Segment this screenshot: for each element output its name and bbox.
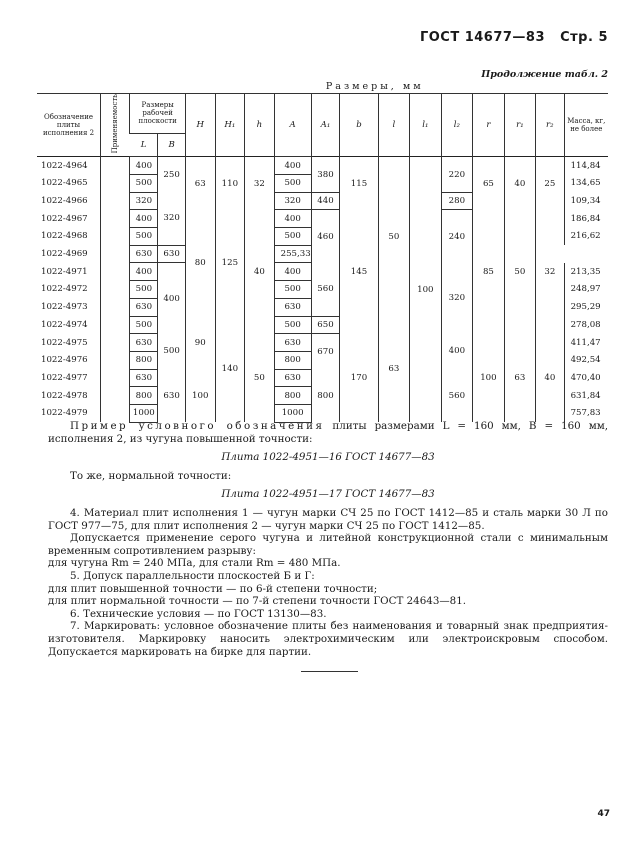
cell-L: 400 — [130, 157, 158, 175]
item-4-allowed: Допускается применение серого чугуна и литейной конструкционной стали с минимальным временным сопротивлением разрыву: — [48, 532, 608, 557]
cell-B: 320 — [158, 192, 186, 245]
cell-L: 800 — [130, 387, 158, 405]
row-designation: 1022-4971 — [41, 266, 88, 277]
cell-A1: 670 — [311, 334, 340, 369]
row-designation: 1022-4964 — [41, 160, 88, 171]
cell-A: 500 — [274, 281, 311, 299]
cell-H1: 140 — [215, 316, 245, 422]
item-6-spec: 6. Технические условия — по ГОСТ 13130—83. — [70, 607, 327, 620]
cell-B: 400 — [158, 263, 186, 334]
row-designation: 1022-4973 — [41, 302, 88, 313]
cell-l2: 400 — [441, 334, 473, 369]
cell-A: 500 — [274, 316, 311, 334]
cell-A: 630 — [158, 245, 186, 263]
cell-mass: 295,29 — [564, 298, 608, 316]
example-paragraph — [48, 420, 608, 445]
row-designation: 1022-4969 — [41, 249, 88, 260]
cell-mass: 470,40 — [564, 369, 608, 387]
cell-r: 100 — [473, 334, 505, 422]
cell-B: 250 — [158, 157, 186, 192]
cell-H1: 125 — [215, 210, 245, 316]
cell-L: 630 — [130, 298, 158, 316]
row-designation: 1022-4972 — [41, 284, 88, 295]
cell-B: 630 — [158, 369, 186, 422]
cell-A1: 380 — [311, 157, 340, 192]
col-l2: l₂ — [441, 94, 473, 157]
row-designation: 1022-4967 — [41, 213, 88, 224]
cell-A: 1000 — [274, 404, 311, 422]
sizes-caption: Размеры, мм — [185, 80, 564, 94]
cell-L: 630 — [130, 334, 158, 352]
cell-b: 115 — [340, 157, 378, 210]
gost-code: ГОСТ 14677—83 — [419, 30, 546, 45]
col-B: B — [158, 133, 186, 157]
cell-mass: 757,83 — [564, 404, 608, 422]
cell-A1: 440 — [311, 192, 340, 210]
cell-A: 800 — [274, 351, 311, 369]
cell-r2: 40 — [536, 334, 564, 422]
example-designation-1: Плита 1022-4951—16 ГОСТ 14677—83 — [221, 451, 435, 464]
cell-r: 85 — [473, 210, 505, 334]
page-number: 47 — [597, 809, 610, 819]
cell-l: 63 — [378, 316, 409, 422]
cell-l2: 280 — [441, 192, 473, 210]
cell-mass: 248,97 — [564, 281, 608, 299]
cell-mass: 213,35 — [564, 263, 608, 281]
document-header — [420, 30, 608, 45]
cell-mass: 216,62 — [564, 228, 608, 246]
cell-H1: 110 — [215, 157, 245, 210]
cell-r1: 50 — [504, 210, 535, 334]
cell-H: 90 — [185, 316, 215, 369]
col-L: L — [130, 133, 158, 157]
body-text — [48, 420, 608, 658]
cell-A1: 800 — [311, 369, 340, 422]
cell-L: 400 — [130, 263, 158, 281]
cell-A: 630 — [274, 334, 311, 352]
cell-l2: 220 — [441, 157, 473, 192]
col-H: H — [185, 94, 215, 157]
item-5-increased: для плит повышенной точности — по 6-й степени точности; — [48, 582, 378, 595]
item-4-strength: для чугуна Rm = 240 МПа, для стали Rm = 480 МПа. — [48, 557, 341, 570]
cell-mass: 109,34 — [564, 192, 608, 210]
cell-A1: 560 — [311, 263, 340, 316]
cell-mass: 631,84 — [564, 387, 608, 405]
cell-h: 50 — [245, 334, 274, 422]
cell-r1: 63 — [504, 334, 535, 422]
row-designation: 1022-4976 — [41, 355, 88, 366]
dimensions-table — [37, 80, 608, 423]
cell-A: 400 — [274, 157, 311, 175]
row-designation: 1022-4974 — [41, 319, 88, 330]
example-lead: Пример условного обозначения — [70, 420, 325, 432]
col-r: r — [473, 94, 505, 157]
cell-A: 630 — [274, 369, 311, 387]
cell-A: 320 — [274, 192, 311, 210]
example-rest: плиты размерами L = 160 мм, B = 160 мм, исполнения 2, из чугуна повышенной точности: — [48, 420, 608, 445]
applicability-cell — [101, 157, 130, 422]
cell-l: 50 — [378, 157, 409, 316]
cell-l1: 100 — [410, 157, 442, 422]
cell-A: 800 — [274, 387, 311, 405]
col-applicability: Применяемость — [111, 94, 120, 154]
same-normal-accuracy: То же, нормальной точности: — [70, 469, 232, 482]
cell-l2: 560 — [441, 369, 473, 422]
row-designation: 1022-4977 — [41, 372, 88, 383]
cell-A: 400 — [274, 263, 311, 281]
cell-L: 800 — [130, 351, 158, 369]
item-4-material: 4. Материал плит исполнения 1 — чугун марки СЧ 25 по ГОСТ 1412—85 и сталь марки 30 Л по ГОСТ 977—75, для плит исполнения 2 — чугун марки СЧ 25 по ГОСТ 1412—85. — [48, 506, 608, 532]
cell-L: 1000 — [130, 404, 158, 422]
cell-L: 500 — [130, 316, 158, 334]
cell-A: 500 — [274, 228, 311, 246]
cell-mass: 278,08 — [564, 316, 608, 334]
cell-l2: 320 — [441, 263, 473, 334]
cell-H: 80 — [185, 210, 215, 316]
cell-mass: 492,54 — [564, 351, 608, 369]
row-designation: 1022-4979 — [41, 408, 88, 419]
col-l: l — [378, 94, 409, 157]
item-5-tolerance: 5. Допуск параллельности плоскостей Б и Г: — [70, 569, 315, 582]
col-r1: r₁ — [504, 94, 535, 157]
item-7-marking: 7. Маркировать: условное обозначение плиты без наименования и товарный знак предприятия-изготовителя. Маркировку наносить электрохимическим или электроискровым способом. Допускается маркировать на бирке для партии. — [48, 620, 608, 658]
cell-l2: 240 — [441, 210, 473, 263]
cell-L: 320 — [130, 192, 158, 210]
cell-mass: 114,84 — [564, 157, 608, 175]
cell-L: 500 — [130, 228, 158, 246]
example-designation-2: Плита 1022-4951—17 ГОСТ 14677—83 — [221, 488, 435, 501]
row-designation: 1022-4975 — [41, 337, 88, 348]
cell-L: 400 — [130, 210, 158, 228]
cell-h: 40 — [245, 210, 274, 334]
cell-mass: 134,65 — [564, 175, 608, 193]
row-designation: 1022-4966 — [41, 196, 88, 207]
cell-A1: 650 — [311, 316, 340, 334]
col-h: h — [245, 94, 274, 157]
col-A1: A₁ — [311, 94, 340, 157]
col-A: A — [274, 94, 311, 157]
cell-A1: 460 — [311, 210, 340, 263]
cell-r2: 25 — [536, 157, 564, 210]
cell-L: 630 — [130, 369, 158, 387]
cell-h: 32 — [245, 157, 274, 210]
table-continuation-label: Продолжение табл. 2 — [481, 69, 608, 80]
end-divider — [301, 671, 358, 672]
cell-mass: 411,47 — [564, 334, 608, 352]
col-work-surface: Размеры рабочей плоскости — [130, 94, 186, 134]
cell-A: 400 — [274, 210, 311, 228]
cell-b: 170 — [340, 334, 378, 422]
cell-mass: 186,84 — [564, 210, 608, 228]
page-label: Стр. 5 — [560, 30, 608, 45]
row-designation: 1022-4968 — [41, 231, 88, 242]
cell-L: 630 — [130, 245, 158, 263]
cell-H: 100 — [185, 369, 215, 422]
item-5-normal: для плит нормальной точности — по 7-й степени точности ГОСТ 24643—81. — [48, 595, 467, 608]
col-H1: H₁ — [215, 94, 245, 157]
cell-B: 500 — [158, 334, 186, 369]
cell-mass: 255,33 — [274, 245, 311, 263]
cell-A: 500 — [274, 175, 311, 193]
cell-b: 145 — [340, 210, 378, 334]
cell-r1: 40 — [504, 157, 535, 210]
cell-L: 500 — [130, 281, 158, 299]
col-mass: Масса, кг, не более — [564, 94, 608, 157]
cell-r: 65 — [473, 157, 505, 210]
col-b: b — [340, 94, 378, 157]
col-r2: r₂ — [536, 94, 564, 157]
cell-r2: 32 — [536, 210, 564, 334]
row-designation: 1022-4978 — [41, 390, 88, 401]
col-l1: l₁ — [410, 94, 442, 157]
row-designation: 1022-4965 — [41, 178, 88, 189]
cell-L: 500 — [130, 175, 158, 193]
cell-A: 630 — [274, 298, 311, 316]
col-designation: Обозначение плиты исполнения 2 — [37, 94, 101, 157]
cell-H: 63 — [185, 157, 215, 210]
